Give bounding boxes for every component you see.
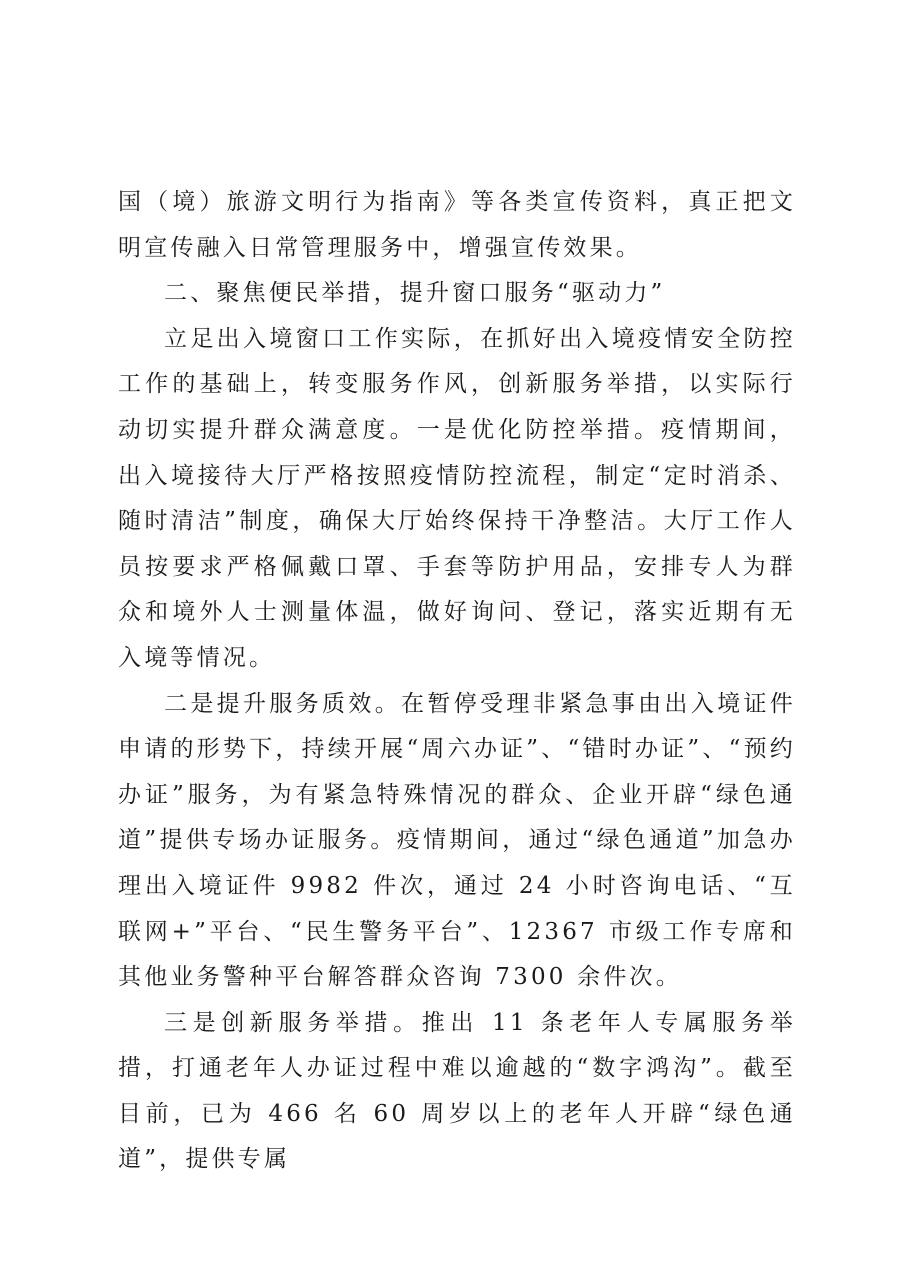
paragraph-service-quality: 二是提升服务质效。在暂停受理非紧急事由出入境证件申请的形势下，持续开展“周六办证”、“错时办证”、“预约办证”服务，为有紧急特殊情况的群众、企业开辟“绿色通道”提供专场办证服务。疫情期间，通过“绿色通道”加急办理出入境证件 9982 件次，通过 24 小时咨询电话、“互联网+”平台、“民生警务平台”、12367 市级工作专席和其他业务警种平台解答群众咨询 7300 余件次。 [118,690,796,991]
paragraph-elderly-services: 三是创新服务举措。推出 11 条老年人专属服务举措，打通老年人办证过程中难以逾越的“数字鸿沟”。截至目前，已为 466 名 60 周岁以上的老年人开辟“绿色通道”，提供专属 [118,1009,796,1173]
section-heading: 二、聚焦便民举措，提升窗口服务“驱动力” [164,280,666,307]
document-body [118,180,796,1183]
paragraph-epidemic-prevention: 立足出入境窗口工作实际，在抓好出入境疫情安全防控工作的基础上，转变服务作风，创新服务举措，以实际行动切实提升群众满意度。一是优化防控举措。疫情期间，出入境接待大厅严格按照疫情防控流程，制定“定时消杀、随时清洁”制度，确保大厅始终保持干净整洁。大厅工作人员按要求严格佩戴口罩、手套等防护用品，安排专人为群众和境外人士测量体温，做好询问、登记，落实近期有无入境等情况。 [118,325,796,671]
paragraph-continued-from-previous-page: 国（境）旅游文明行为指南》等各类宣传资料，真正把文明宣传融入日常管理服务中，增强宣传效果。 [118,189,796,261]
